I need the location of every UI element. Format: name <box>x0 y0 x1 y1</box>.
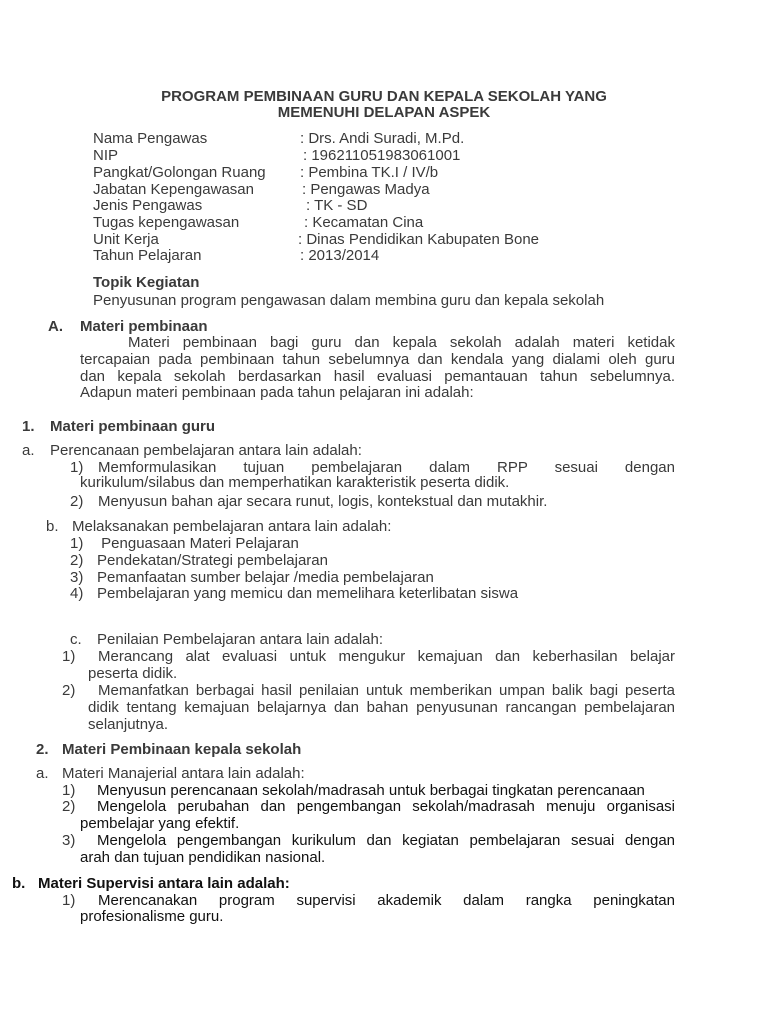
value-nip: : 196211051983061001 <box>303 147 461 164</box>
value-pangkat: : Pembina TK.I / IV/b <box>300 164 439 181</box>
guru-c-text: Penilaian Pembelajaran antara lain adalah: <box>97 631 384 648</box>
guru-b-item-3-text: Pemanfaatan sumber belajar /media pembelajaran <box>97 569 434 586</box>
guru-c-item-2-line-1: Memanfatkan berbagai hasil penilaian untuk memberikan umpan balik bagi peserta <box>98 682 675 699</box>
value-jabatan: : Pengawas Madya <box>302 181 430 198</box>
guru-b-item-2-text: Pendekatan/Strategi pembelajaran <box>97 552 328 569</box>
guru-b-marker: b. <box>46 518 59 535</box>
guru-b-item-1-num: 1) <box>70 535 84 552</box>
guru-c-item-2-line-3: selanjutnya. <box>88 716 169 733</box>
kepala-a-item-2-line-1: Mengelola perubahan dan pengembangan sekolah/madrasah menuju organisasi <box>97 798 675 815</box>
guru-marker: 1. <box>22 418 35 435</box>
label-tahun-pelajaran: Tahun Pelajaran <box>93 247 202 264</box>
label-jenis-pengawas: Jenis Pengawas <box>93 197 203 214</box>
label-nama-pengawas: Nama Pengawas <box>93 130 208 147</box>
kepala-a-item-2-num: 2) <box>62 798 76 815</box>
section-a-line-2: tercapaian pada pembinaan tahun sebelumnya dan kendala yang dialami oleh guru <box>80 351 675 368</box>
kepala-a-item-2-line-2: pembelajar yang efektif. <box>80 815 240 832</box>
kepala-a-item-1-num: 1) <box>62 782 76 799</box>
label-pangkat: Pangkat/Golongan Ruang <box>93 164 266 181</box>
document-title-line-2: MEMENUHI DELAPAN ASPEK <box>277 104 491 121</box>
section-a-line-3: dan kepala sekolah berdasarkan hasil evaluasi pemantauan tahun sebelumnya. <box>80 368 675 385</box>
guru-b-item-3-num: 3) <box>70 569 84 586</box>
guru-c-marker: c. <box>70 631 82 648</box>
kepala-a-marker: a. <box>36 765 49 782</box>
topik-text: Penyusunan program pengawasan dalam membina guru dan kepala sekolah <box>93 292 605 309</box>
kepala-a-item-3-line-2: arah dan tujuan pendidikan nasional. <box>80 849 326 866</box>
guru-c-item-1-line-2: peserta didik. <box>88 665 178 682</box>
value-tugas: : Kecamatan Cina <box>304 214 424 231</box>
topik-heading: Topik Kegiatan <box>93 274 200 291</box>
kepala-marker: 2. <box>36 741 49 758</box>
guru-c-item-2-line-2: didik tentang kemajuan belajarnya dan bahan penyusunan rancangan pembelajaran <box>88 699 675 716</box>
document-title-line-1: PROGRAM PEMBINAAN GURU DAN KEPALA SEKOLAH YANG <box>161 88 607 105</box>
guru-a-text: Perencanaan pembelajaran antara lain adalah: <box>50 442 362 459</box>
kepala-a-item-1-text: Menyusun perencanaan sekolah/madrasah untuk berbagai tingkatan perencanaan <box>97 782 645 799</box>
guru-b-item-2-num: 2) <box>70 552 84 569</box>
guru-a-item-2-num: 2) <box>70 493 84 510</box>
label-jabatan: Jabatan Kepengawasan <box>93 181 254 198</box>
value-nama-pengawas: : Drs. Andi Suradi, M.Pd. <box>300 130 465 147</box>
value-unit-kerja: : Dinas Pendidikan Kabupaten Bone <box>298 231 540 248</box>
label-tugas: Tugas kepengawasan <box>93 214 240 231</box>
guru-c-item-1-num: 1) <box>62 648 76 665</box>
kepala-a-item-3-num: 3) <box>62 832 76 849</box>
guru-heading: Materi pembinaan guru <box>50 418 216 435</box>
section-a-marker: A. <box>48 318 63 335</box>
section-a-line-4: Adapun materi pembinaan pada tahun pelajaran ini adalah: <box>80 384 474 401</box>
guru-b-text: Melaksanakan pembelajaran antara lain adalah: <box>72 518 392 535</box>
guru-b-item-1-text: Penguasaan Materi Pelajaran <box>97 535 299 552</box>
guru-a-item-1-line-2: kurikulum/silabus dan memperhatikan karakteristik peserta didik. <box>80 474 510 491</box>
section-a-line-1: Materi pembinaan bagi guru dan kepala sekolah adalah materi ketidak <box>128 334 675 351</box>
guru-a-item-1-num: 1) <box>70 459 84 476</box>
guru-a-item-2-text: Menyusun bahan ajar secara runut, logis, kontekstual dan mutakhir. <box>98 493 548 510</box>
value-jenis-pengawas: : TK - SD <box>306 197 368 214</box>
kepala-a-text: Materi Manajerial antara lain adalah: <box>62 765 305 782</box>
kepala-b-marker: b. <box>12 875 26 892</box>
guru-b-item-4-num: 4) <box>70 585 84 602</box>
kepala-heading: Materi Pembinaan kepala sekolah <box>62 741 302 758</box>
guru-c-item-2-num: 2) <box>62 682 76 699</box>
label-nip: NIP <box>93 147 119 164</box>
guru-a-marker: a. <box>22 442 35 459</box>
kepala-b-text: Materi Supervisi antara lain adalah: <box>38 875 290 892</box>
kepala-a-item-3-line-1: Mengelola pengembangan kurikulum dan kegiatan pembelajaran sesuai dengan <box>97 832 675 849</box>
label-unit-kerja: Unit Kerja <box>93 231 159 248</box>
section-a-heading: Materi pembinaan <box>80 318 208 335</box>
guru-a-item-1-line-1: Memformulasikan tujuan pembelajaran dalam RPP sesuai dengan <box>98 459 675 476</box>
guru-c-item-1-line-1: Merancang alat evaluasi untuk mengukur kemajuan dan keberhasilan belajar <box>98 648 675 665</box>
value-tahun-pelajaran: : 2013/2014 <box>300 247 380 264</box>
kepala-b-item-1-line-2: profesionalisme guru. <box>80 908 224 925</box>
kepala-b-item-1-num: 1) <box>62 892 76 909</box>
guru-b-item-4-text: Pembelajaran yang memicu dan memelihara keterlibatan siswa <box>97 585 519 602</box>
kepala-b-item-1-line-1: Merencanakan program supervisi akademik dalam rangka peningkatan <box>98 892 675 909</box>
